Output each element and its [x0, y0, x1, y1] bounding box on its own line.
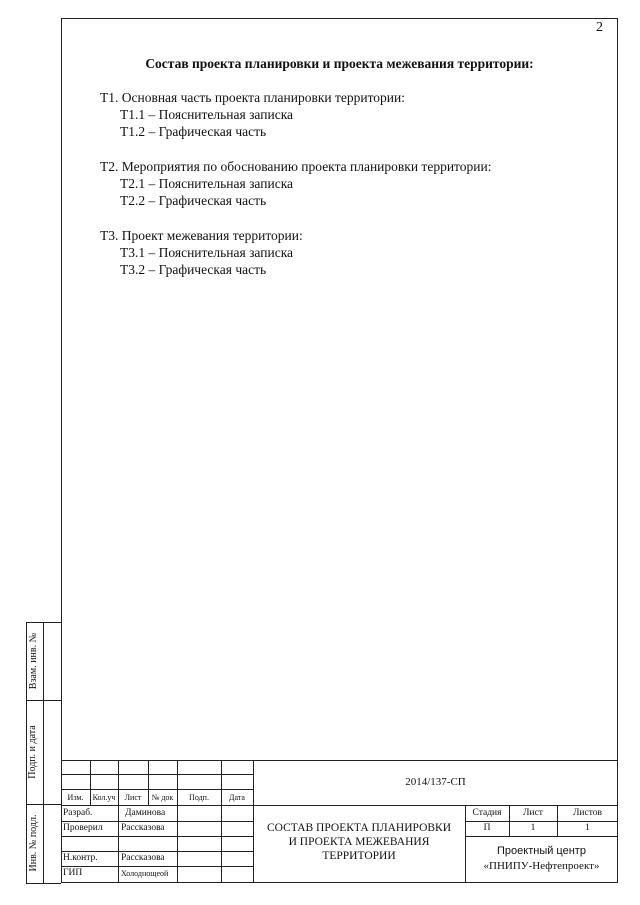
section-1-item-2: Т1.2 – Графическая часть — [120, 124, 267, 139]
section-2-item-2: Т2.2 – Графическая часть — [120, 193, 267, 208]
name-gip: Холоднощеой — [121, 869, 169, 878]
section-3-item-2: Т3.2 – Графическая часть — [120, 262, 267, 277]
col-header-izm: Изм. — [67, 793, 84, 802]
document-heading: Состав проекта планировки и проекта межевания территории: — [145, 56, 534, 71]
side-label-podp: Подп. и дата — [27, 725, 38, 779]
col-header-kol: Кол.уч — [92, 793, 116, 802]
page-number: 2 — [596, 20, 603, 35]
section-3-title: Т3. Проект межевания территории: — [100, 228, 303, 243]
col-header-list: Лист — [124, 793, 142, 802]
document-code: 2014/137-СП — [405, 776, 466, 788]
col-header-podp: Подп. — [189, 793, 209, 802]
stamp-title-line-3: ТЕРРИТОРИИ — [322, 850, 396, 862]
name-proveril: Рассказова — [121, 823, 165, 833]
role-nkontr: Н.контр. — [63, 853, 98, 863]
org-line-2: «ПНИПУ-Нефтепроект» — [483, 860, 600, 872]
col-header-doc: № док — [151, 793, 174, 802]
side-label-inv: Инв. № подл. — [28, 814, 39, 872]
role-gip: ГИП — [63, 868, 83, 878]
role-proveril: Проверил — [63, 823, 103, 833]
sheets-label: Листов — [572, 808, 602, 818]
section-3-item-1: Т3.1 – Пояснительная записка — [120, 245, 294, 260]
name-nkontr: Рассказова — [121, 853, 165, 863]
side-label-vzam: Взам. инв. № — [28, 632, 39, 690]
org-line-1: Проектный центр — [497, 845, 586, 857]
section-1-item-1: Т1.1 – Пояснительная записка — [120, 107, 294, 122]
section-2-title: Т2. Мероприятия по обоснованию проекта планировки территории: — [100, 159, 492, 174]
stamp-title-line-1: СОСТАВ ПРОЕКТА ПЛАНИРОВКИ — [266, 822, 452, 834]
stamp-title-line-2: И ПРОЕКТА МЕЖЕВАНИЯ — [288, 836, 430, 848]
section-1-title: Т1. Основная часть проекта планировки территории: — [100, 90, 406, 105]
sheet-label: Лист — [523, 808, 543, 818]
page-frame — [61, 18, 618, 883]
sheets-value: 1 — [585, 823, 590, 833]
col-header-date: Дата — [229, 793, 245, 802]
stage-value: П — [483, 823, 491, 833]
stage-label: Стадия — [472, 808, 502, 818]
sheet-value: 1 — [530, 823, 536, 833]
role-razrab: Разраб. — [63, 808, 93, 818]
section-2-item-1: Т2.1 – Пояснительная записка — [120, 176, 294, 191]
name-razrab: Даминова — [125, 808, 166, 818]
